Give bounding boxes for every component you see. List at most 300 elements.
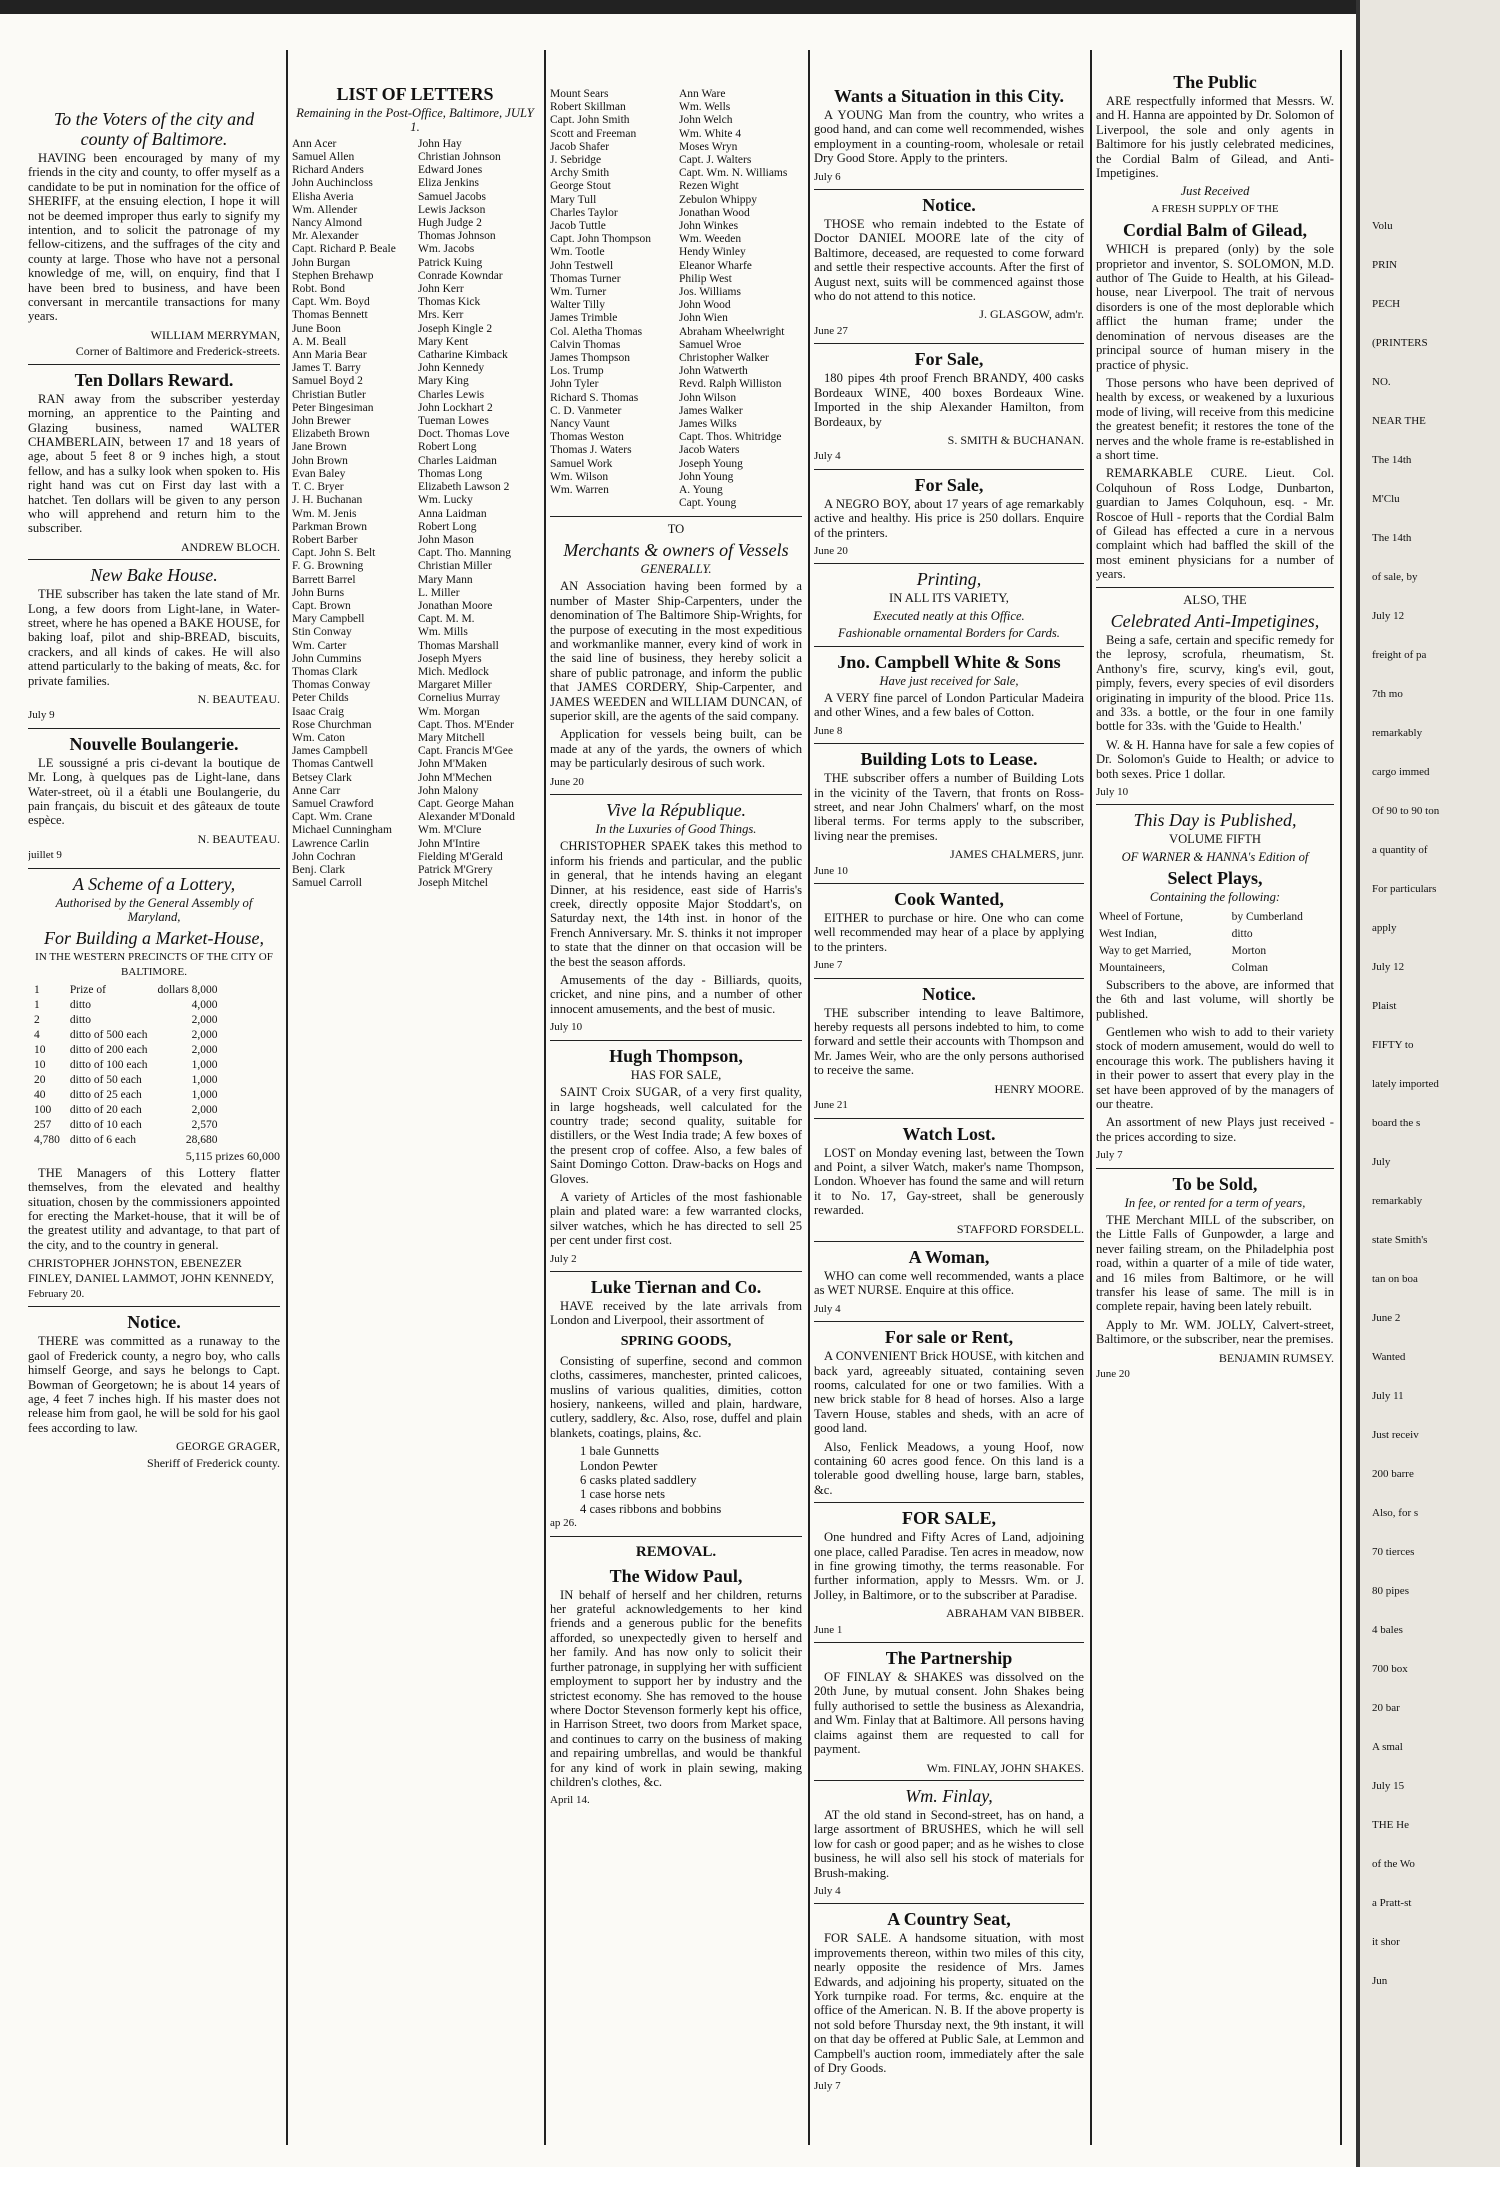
letter-entry: Capt. Richard P. Beale <box>292 243 396 256</box>
scrap-line: freight of pa <box>1372 649 1427 661</box>
separator <box>814 469 1084 470</box>
column-2 <box>292 80 538 2180</box>
luke-items-list <box>550 1444 802 1516</box>
letter-entry: Wm. Caton <box>292 731 346 744</box>
sold-date: June 20 <box>1096 1368 1130 1381</box>
lottery-row <box>30 1029 222 1042</box>
scrap-line: The 14th <box>1372 454 1412 466</box>
letter-entry: Michael Cunningham <box>292 824 392 837</box>
letter-entry: Richard S. Thomas <box>550 391 639 404</box>
letter-entry: Rezen Wight <box>679 180 739 193</box>
widow-date: April 14. <box>550 1794 590 1807</box>
published-text: Subscribers to the above, are informed that the 6th and last volume, will shortly be published. <box>1096 977 1334 1021</box>
letter-entry: Mrs. Kerr <box>418 309 464 322</box>
letter-entry: Christopher Walker <box>679 352 769 365</box>
letter-entry: A. M. Beall <box>292 335 347 348</box>
lottery-cell: dollars 8,000 <box>157 984 218 997</box>
vive-heading: Vive la République. <box>605 800 747 820</box>
letter-entry: Samuel Boyd 2 <box>292 375 363 388</box>
letter-entry: June Boon <box>292 322 341 335</box>
letter-entry: Joseph Kingle 2 <box>418 322 493 335</box>
lottery-location: IN THE WESTERN PRECINCTS OF THE CITY OF BALTIMORE. <box>35 951 273 978</box>
letter-entry: Elizabeth Brown <box>292 428 370 441</box>
letters-list-continued <box>550 88 802 511</box>
forsale3-text: One hundred and Fifty Acres of Land, adjoining one place, called Paradise. Ten acres in meadow, now in fine growing timothy, the terms reasonable. For further information, apply to Messrs. Wm. or J. Jolley, in Baltimore, or to the subscriber at Paradise. <box>814 1530 1084 1602</box>
letter-entry: L. Miller <box>418 586 460 599</box>
letter-entry: Moses Wryn <box>679 140 738 153</box>
merchants-text: AN Association having been formed by a number of Master Ship-Carpenters, under the denomination of The Baltimore Ship-Wrights, for the purpose of executing in the most expeditious and workmanlike manner, every kind of work in the said line of business, they hereby solicit a share of public patronage, and inform the public that JAMES CORDERY, Ship-Carpenter, and JAMES WEEDEN and WILLIAM DUNCAN, of superior skill, are the agents of the said company. <box>550 579 802 723</box>
letter-entry: Capt. M. M. <box>418 613 475 626</box>
separator <box>814 1780 1084 1781</box>
letter-entry: Thomas Cantwell <box>292 758 374 771</box>
notice1-heading: Notice. <box>922 195 976 216</box>
forsale1-signature: S. SMITH & BUCHANAN. <box>947 432 1084 447</box>
letter-entry: Capt. John S. Belt <box>292 547 376 560</box>
reward-text: RAN away from the subscriber yesterday morning, an apprentice to the Painting and Glazing business, named WALTER CHAMBERLAIN, between 17 and 18 years of age, about 5 feet 8 or 9 inches high, a stout fellow, and has a sulky look when spoken to. His right hand was cut on First day last with a hatchet. Ten dollars will be given to any person who will apprehend and return him to the subscriber. <box>28 391 280 536</box>
letter-entry: Jos. Williams <box>679 286 741 299</box>
letter-entry: Thomas Conway <box>292 679 371 692</box>
lottery-cell: 10 <box>34 1059 46 1072</box>
letter-entry: Mary King <box>418 375 469 388</box>
column-5 <box>1096 68 1334 2168</box>
lottery-row <box>30 984 222 997</box>
scrap-line: FIFTY to <box>1372 1039 1414 1051</box>
rent-text: A CONVENIENT Brick HOUSE, with kitchen and back yard, agreeably situated, containing seven rooms, calculated for one or two families. With a new brick stable for 8 head of horses. Also a large Tavern House, stables and sheds, with an acre of good land. <box>814 1349 1084 1436</box>
published-text-2: Gentlemen who wish to add to their variety stock of modern amusement, would do well to encourage this work. The publishers having it in their power to assert that every play in the set have been approved of by the managers of our theatre. <box>1096 1024 1334 1111</box>
letter-entry: John Watwerth <box>679 365 748 378</box>
letter-entry: Samuel Work <box>550 457 613 470</box>
situation-date: July 6 <box>814 170 841 183</box>
column-rule <box>1090 50 1092 2145</box>
bakehouse-date: July 9 <box>28 709 55 722</box>
letter-entry: Robert Skillman <box>550 101 626 114</box>
lottery-cell: 40 <box>34 1089 46 1102</box>
column-rule <box>1340 50 1342 2145</box>
scrap-line: Jun <box>1372 1975 1388 1987</box>
campbell-date: June 8 <box>814 724 843 737</box>
lottery-cell: Prize of <box>69 984 106 997</box>
scrap-line: 700 box <box>1372 1663 1408 1675</box>
letter-entry: Scott and Freeman <box>550 127 637 140</box>
scrap-line: PRIN <box>1372 259 1398 271</box>
woman-date: July 4 <box>814 1302 841 1315</box>
letter-entry: Thomas Bennett <box>292 309 368 322</box>
published-text-3: An assortment of new Plays just received - the prices according to size. <box>1096 1115 1334 1144</box>
separator <box>814 563 1084 564</box>
letter-entry: Doct. Thomas Love <box>418 428 510 441</box>
letter-entry: John Young <box>679 470 734 483</box>
scrap-line: Also, for s <box>1372 1507 1419 1519</box>
luke-goods: SPRING GOODS, <box>620 1333 732 1349</box>
separator <box>814 1241 1084 1242</box>
reward-heading: Ten Dollars Reward. <box>74 369 234 390</box>
letter-entry: Robt. Bond <box>292 283 346 296</box>
campbell-heading: Jno. Campbell White & Sons <box>837 651 1061 672</box>
notice-heading: Notice. <box>127 1312 181 1333</box>
letter-entry: Wm. Warren <box>550 484 609 497</box>
letter-entry: John Burns <box>292 586 345 599</box>
lottery-cell: ditto of 500 each <box>69 1029 148 1042</box>
letter-entry: Mary Mitchell <box>418 731 485 744</box>
letter-entry: James Thompson <box>550 352 630 365</box>
scrap-line: July 11 <box>1372 1390 1404 1402</box>
play-row <box>1098 961 1332 976</box>
letter-entry: Capt. J. Walters <box>679 154 752 167</box>
forsale3-date: June 1 <box>814 1623 843 1636</box>
situation-heading: Wants a Situation in this City. <box>833 86 1065 106</box>
letter-entry: Mr. Alexander <box>292 230 359 243</box>
scrap-line: A smal <box>1372 1741 1403 1753</box>
play-cell: ditto <box>1231 927 1253 940</box>
lots-heading: Building Lots to Lease. <box>860 749 1038 770</box>
letter-entry: Capt. George Mahan <box>418 797 514 810</box>
separator <box>814 646 1084 647</box>
letter-entry: Parkman Brown <box>292 520 368 533</box>
finlay-date: July 4 <box>814 1884 841 1897</box>
seat-text: FOR SALE. A handsome situation, with most improvements thereon, within two miles of this city, nearly opposite the residence of Mrs. James Edwards, and adjoining his property, situated on the York turnpike road. For terms, &c. enquire at the office of the American. N. B. If the above property is not sold before Thursday next, the 9th instant, it will on that day be offered at Public Sale, at Lemmon and Campbell's auction room, immediately after the sale of Dry Goods. <box>814 1931 1084 2075</box>
seat-heading: A Country Seat, <box>887 1909 1011 1930</box>
printing-text: Executed neatly at this Office. <box>873 608 1025 623</box>
letter-entry: Wm. M'Clure <box>418 824 482 837</box>
letter-entry: Mich. Medlock <box>418 665 489 678</box>
letter-entry: Jacob Shafer <box>550 140 610 153</box>
separator <box>28 728 280 729</box>
scrap-line: Volu <box>1372 220 1393 232</box>
lottery-cell: ditto of 20 each <box>69 1104 142 1117</box>
separator <box>814 189 1084 190</box>
lottery-cell: 1,000 <box>191 1089 218 1102</box>
letter-entry: Fielding M'Gerald <box>418 850 503 863</box>
letter-entry: Betsey Clark <box>292 771 352 784</box>
notice2-heading: Notice. <box>922 983 976 1004</box>
lottery-cell: 1 <box>34 999 40 1012</box>
public-heading-2: A FRESH SUPPLY OF THE <box>1151 202 1279 215</box>
lottery-cell: 10 <box>34 1044 46 1057</box>
scrap-line: cargo immed <box>1372 766 1430 778</box>
hugh-text-2: A variety of Articles of the most fashionable plain and plated ware: a few warranted clocks, silver watches, which he has directed to sell 25 per cent under first cost. <box>550 1189 802 1248</box>
luke-item: 4 cases ribbons and bobbins <box>580 1501 722 1516</box>
page-top-edge <box>0 0 1500 14</box>
letter-entry: John Tyler <box>550 378 599 391</box>
lottery-cell: 1,000 <box>191 1074 218 1087</box>
scrap-line: it shor <box>1372 1936 1400 1948</box>
lottery-row <box>30 1044 222 1057</box>
lottery-subheading: Authorised by the General Assembly of Maryland, <box>55 895 253 925</box>
separator <box>550 516 802 517</box>
letter-entry: Christian Johnson <box>418 151 501 164</box>
letter-entry: Peter Bingesiman <box>292 401 374 414</box>
letter-entry: Robert Long <box>418 520 477 533</box>
luke-text: HAVE received by the late arrivals from London and Liverpool, their assortment of <box>550 1298 802 1328</box>
forsale3-signature: ABRAHAM VAN BIBBER. <box>946 1606 1084 1621</box>
notice2-date: June 21 <box>814 1099 848 1112</box>
letter-entry: John Hay <box>418 137 462 150</box>
lottery-cell: 1,000 <box>191 1059 218 1072</box>
letter-entry: James Trimble <box>550 312 618 325</box>
merchants-heading: Merchants & owners of Vessels <box>563 539 789 560</box>
lottery-row <box>30 999 222 1012</box>
letter-entry: Capt. Thos. M'Ender <box>418 718 514 731</box>
letter-entry: Capt. Francis M'Gee <box>418 745 514 758</box>
letter-entry: Wm. Jacobs <box>418 243 475 256</box>
letter-entry: John Brown <box>292 454 348 467</box>
scrap-line: lately imported <box>1372 1078 1439 1090</box>
lottery-cell: ditto of 10 each <box>69 1119 142 1132</box>
notice-signature: GEORGE GRAGER, <box>176 1439 280 1454</box>
letter-entry: John Burgan <box>292 256 351 269</box>
letter-entry: John Cummins <box>292 652 362 665</box>
letter-entry: Capt. Young <box>679 497 737 510</box>
scrap-line: of the Wo <box>1372 1858 1415 1870</box>
bakehouse-text: THE subscriber has taken the late stand of Mr. Long, a few doors from Light-lane, in Water-street, where he has opened a BAKE HOUSE, for baking loaf, pilot and ship-BREAD, biscuits, crackers, and all kinds of cakes. He will also attend particularly to the baking of meats, &c. for private families. <box>28 587 280 688</box>
letter-entry: Patrick M'Grery <box>418 863 493 876</box>
notice2-signature: HENRY MOORE. <box>994 1081 1084 1096</box>
play-cell: Colman <box>1231 961 1269 974</box>
letter-entry: Wm. Mills <box>418 626 468 639</box>
letter-entry: Eleanor Wharfe <box>679 259 752 272</box>
column-rule <box>808 50 810 2145</box>
letter-entry: Hugh Judge 2 <box>418 217 482 230</box>
scrap-line: NEAR THE <box>1372 415 1426 427</box>
scrap-line: state Smith's <box>1372 1234 1428 1246</box>
letter-entry: John Mason <box>418 533 474 546</box>
vive-text-2: Amusements of the day - Billiards, quoits, cricket, and nine pins, and a number of other innocent amusements, and the best of music. <box>550 973 802 1016</box>
public-heading-3: Cordial Balm of Gilead, <box>1123 220 1307 241</box>
notice2-text: THE subscriber intending to leave Baltimore, hereby requests all persons indebted to him, to come forward and settle their accounts with Thompson and Mr. James Weir, who are the only persons authorised to receive the same. <box>814 1005 1084 1078</box>
forsale1-heading: For Sale, <box>914 349 984 370</box>
letter-entry: Tueman Lowes <box>418 415 489 428</box>
letter-entry: Wm. M. Jenis <box>292 507 357 520</box>
letter-entry: Thomas Kick <box>418 296 481 309</box>
scrap-line: For particulars <box>1372 883 1437 895</box>
letter-entry: Ann Ware <box>679 88 726 100</box>
letter-entry: Mary Tull <box>550 193 597 206</box>
removal-heading: REMOVAL. <box>635 1543 717 1560</box>
lottery-cell: 2,000 <box>191 1029 218 1042</box>
lottery-table <box>28 982 224 1149</box>
letter-entry: Archy Smith <box>550 167 610 180</box>
scrap-line: June 2 <box>1372 1312 1401 1324</box>
separator <box>28 559 280 560</box>
letter-entry: George Stout <box>550 180 611 193</box>
lottery-text: THE Managers of this Lottery flatter themselves, from the elevated and healthy situation, chosen by the commissioners appointed for erecting the Market-house, that it will be of the greatest utility and advantage, to that part of the city, and to the country in general. <box>28 1165 280 1252</box>
letter-entry: Charles Taylor <box>550 206 618 219</box>
column-3 <box>550 88 802 2188</box>
letter-entry: Eliza Jenkins <box>418 177 479 190</box>
letter-entry: John M'Intire <box>418 837 480 850</box>
letter-entry: James Campbell <box>292 745 368 758</box>
letter-entry: Abraham Wheelwright <box>679 325 785 338</box>
lots-text: THE subscriber offers a number of Building Lots in the vicinity of the Tavern, that fronts on Ross-street, and near John Chalmers' wharf, on the most liberal terms. For terms apply to the subscriber, living near the premises. <box>814 771 1084 843</box>
letter-entry: John Welch <box>679 114 733 127</box>
vive-subheading: In the Luxuries of Good Things. <box>595 822 757 836</box>
play-row <box>1098 927 1332 942</box>
lottery-cell: ditto of 6 each <box>69 1134 136 1147</box>
letter-entry: Charles Laidman <box>418 454 497 467</box>
lottery-heading-2: For Building a Market-House, <box>44 928 264 949</box>
scrap-line: board the s <box>1372 1117 1421 1129</box>
letter-entry: Lewis Jackson <box>418 203 486 216</box>
separator <box>814 1118 1084 1119</box>
letter-entry: Capt. Wm. Crane <box>292 811 373 824</box>
forsale2-date: June 20 <box>814 544 848 557</box>
published-subheading-2: OF WARNER & HANNA's Edition of <box>1121 849 1309 864</box>
letters-subheading: Remaining in the Post-Office, Baltimore, JULY 1. <box>296 106 534 135</box>
voters-signature: WILLIAM MERRYMAN, <box>150 327 280 342</box>
letter-entry: Christian Butler <box>292 388 366 401</box>
letter-entry: Thomas Marshall <box>418 639 499 652</box>
letter-entry: Patrick Kuing <box>418 256 483 269</box>
notice-signature-2: Sheriff of Frederick county. <box>147 1455 280 1470</box>
widow-text: IN behalf of herself and her children, returns her grateful acknowledgements to her kind friends and a generous public for the benefits afforded, so unexpectedly given to herself and her family. And has now only to solicit their further patronage, in supplying her with sufficient employment to support her by industry and the strictest economy. She has removed to the house where Doctor Stevenson formerly kept his office, in Harrison Street, two doors from Market space, and continues to carry on the business of making and repairing umbrellas, and would be thankful for any kind of work in plain sewing, making children's clothes, &c. <box>550 1587 802 1789</box>
lottery-row <box>30 1089 222 1102</box>
letter-entry: Richard Anders <box>292 164 364 177</box>
letter-entry: Robert Barber <box>292 533 358 546</box>
lottery-cell: ditto of 200 each <box>69 1044 148 1057</box>
letters-list <box>292 138 538 891</box>
scrap-text <box>1372 220 1492 2014</box>
play-row <box>1098 944 1332 959</box>
letter-entry: J. H. Buchanan <box>292 494 363 507</box>
letter-entry: Capt. Wm. N. Williams <box>679 167 788 180</box>
forsale1-text: 180 pipes 4th proof French BRANDY, 400 casks Bordeaux WINE, 400 boxes Bordeaux Wine. Imported in the ship Alexander Hamilton, from Bordeaux, by <box>814 371 1084 429</box>
notice1-text: THOSE who remain indebted to the Estate of Doctor DANIEL MOORE late of the city of Baltimore, deceased, are requested to come forward and settle their respective accounts. After the first of August next, suits will be commenced against those who do not attend to this notice. <box>814 217 1084 304</box>
lots-date: June 10 <box>814 864 848 877</box>
letter-entry: F. G. Browning <box>292 560 364 573</box>
lottery-cell: 2 <box>34 1014 40 1027</box>
notice1-date: June 27 <box>814 324 848 337</box>
published-date: July 7 <box>1096 1149 1123 1162</box>
lottery-managers: CHRISTOPHER JOHNSTON, EBENEZER FINLEY, DANIEL LAMMOT, JOHN KENNEDY, <box>28 1256 274 1285</box>
finlay-heading: Wm. Finlay, <box>905 1785 993 1806</box>
woman-text: WHO can come well recommended, wants a place as WET NURSE. Enquire at this office. <box>814 1268 1084 1298</box>
luke-item: London Pewter <box>580 1458 658 1473</box>
boulangerie-signature: N. BEAUTEAU. <box>197 831 280 846</box>
sold-subheading: In fee, or rented for a term of years, <box>1124 1195 1306 1210</box>
lottery-cell: ditto of 50 each <box>69 1074 142 1087</box>
luke-item: 1 case horse nets <box>580 1487 665 1502</box>
letter-entry: Jonathan Moore <box>418 599 493 612</box>
forsale1-date: July 4 <box>814 450 841 463</box>
letter-entry: Cornelius Murray <box>418 692 501 705</box>
letter-entry: Capt. Thos. Whitridge <box>679 431 782 444</box>
letter-entry: John Lockhart 2 <box>418 401 493 414</box>
scrap-line: THE He <box>1372 1819 1409 1831</box>
watch-text: LOST on Monday evening last, between the Town and Point, a silver Watch, maker's name Thompson, London. Whoever has found the same and will return it to No. 17, Gay-street, shall be generously rewarded. <box>814 1145 1084 1218</box>
public-text-2: WHICH is prepared (only) by the sole proprietor and inventor, S. SOLOMON, M.D. author of The Guide to Health, at his Gilead-house, near Liverpool. The trait of nervous disorders is one of the most deplorable which afflict the human frame; under the denomination of nervous diseases are the principal source of human misery in the practice of physic. <box>1096 242 1334 372</box>
letter-entry: Catharine Kimback <box>418 349 508 362</box>
letter-entry: John M'Maken <box>418 758 487 771</box>
forsale2-text: A NEGRO BOY, about 17 years of age remarkably active and healthy. His price is 250 dollars. Enquire of the printers. <box>814 496 1084 540</box>
letter-entry: Samuel Wroe <box>679 338 742 351</box>
lottery-row <box>30 1104 222 1117</box>
lottery-cell: 20 <box>34 1074 46 1087</box>
letter-entry: Nancy Vaunt <box>550 418 610 431</box>
watch-heading: Watch Lost. <box>902 1123 996 1144</box>
letter-entry: Ann Maria Bear <box>292 349 367 362</box>
letter-entry: Mary Campbell <box>292 613 365 626</box>
letter-entry: Stin Conway <box>292 626 352 639</box>
sold-heading: To be Sold, <box>1172 1173 1258 1194</box>
seat-date: July 7 <box>814 2080 841 2093</box>
luke-date: ap 26. <box>550 1517 577 1530</box>
separator <box>814 343 1084 344</box>
lottery-cell: 4 <box>34 1029 40 1042</box>
lottery-heading: A Scheme of a Lottery, <box>72 873 236 894</box>
separator <box>1096 1168 1334 1169</box>
letter-entry: J. Sebridge <box>550 154 602 167</box>
letter-entry: Benj. Clark <box>292 863 346 876</box>
letter-entry: John Brewer <box>292 415 351 428</box>
cook-heading: Cook Wanted, <box>894 889 1004 910</box>
letter-entry: Wm. Weeden <box>679 233 742 246</box>
luke-item: 6 casks plated saddlery <box>580 1473 697 1488</box>
merchants-to: TO <box>667 521 685 536</box>
finlay-text: AT the old stand in Second-street, has on hand, a large assortment of BRUSHES, which he will sell low for cash or good paper; and as he wishes to close business, he will also sell his stock of materials for Brush-making. <box>814 1807 1084 1880</box>
rent-heading: For sale or Rent, <box>884 1327 1014 1348</box>
letter-entry: Wm. Allender <box>292 203 358 216</box>
letter-entry: Christian Miller <box>418 560 492 573</box>
scrap-line: 7th mo <box>1372 688 1403 700</box>
lottery-cell: 100 <box>34 1104 52 1117</box>
plays-table <box>1096 908 1334 978</box>
merchants-text-2: Application for vessels being built, can be made at any of the yards, the owners of which may be particularly desirous of such work. <box>550 727 802 771</box>
printing-text-2: Fashionable ornamental Borders for Cards. <box>838 626 1060 641</box>
letter-entry: Mary Mann <box>418 573 473 586</box>
notice1-signature: J. GLASGOW, adm'r. <box>979 307 1084 322</box>
letter-entry: John Wood <box>679 299 731 312</box>
lottery-row <box>30 1119 222 1132</box>
voters-address: Corner of Baltimore and Frederick-streets. <box>75 344 280 359</box>
letter-entry: James Walker <box>679 404 743 417</box>
vive-text: CHRISTOPHER SPAEK takes this method to inform his friends and particular, and the public in general, that he intends having an elegant Dinner, at his residence, east side of Harris's creek, directly opposite Major Stoddart's, on Saturday next, the 14th inst. in honor of the French Anniversary. Mr. S. thinks it not improper to state that the dinner on that occasion will be the best the season affords. <box>550 839 802 969</box>
letter-entry: Capt. Tho. Manning <box>418 547 512 560</box>
letter-entry: Thomas Clark <box>292 665 358 678</box>
letter-entry: Capt. Wm. Boyd <box>292 296 370 309</box>
reward-signature: ANDREW BLOCH. <box>180 539 280 554</box>
campbell-subheading: Have just received for Sale, <box>879 673 1019 688</box>
separator <box>814 1502 1084 1503</box>
letter-entry: Thomas Long <box>418 467 483 480</box>
hugh-text: SAINT Croix SUGAR, of a very first quality, in large hogsheads, well calculated for the country trade; second quality, suitable for distillers, or the West India trade; A few boxes of the present crop of coffee. Also, a few bales of Saint Domingo Cotton. Draw-backs on Hogs and Gloves. <box>550 1085 802 1186</box>
lottery-total: 5,115 prizes 60,000 <box>185 1149 280 1164</box>
column-rule <box>286 50 288 2145</box>
luke-item: 1 bale Gunnetts <box>580 1444 660 1459</box>
letter-entry: Joseph Young <box>679 457 743 470</box>
partnership-signature: Wm. FINLAY, JOHN SHAKES. <box>926 1760 1084 1775</box>
letter-entry: John M'Mechen <box>418 771 492 784</box>
public-text-4: REMARKABLE CURE. Lieut. Col. Colquhoun of Ross Lodge, Dunbarton, guardian to James Colquhoun, esq. - Mr. Roscoe of Hull - reports that the Cordial Balm of Gilead has effected a cure in a nervous complaint which had baffled the skill of the most eminent physicians for a number of years. <box>1096 466 1334 582</box>
letter-entry: Jacob Waters <box>679 444 740 457</box>
merchants-subheading: GENERALLY. <box>640 561 712 576</box>
play-cell: by Cumberland <box>1231 910 1303 923</box>
sold-text-2: Apply to Mr. WM. JOLLY, Calvert-street, Baltimore, or the subscriber, near the premises. <box>1096 1317 1334 1347</box>
letter-entry: Samuel Carroll <box>292 877 362 890</box>
lottery-date: February 20. <box>28 1287 85 1300</box>
partnership-heading: The Partnership <box>885 1648 1013 1669</box>
letter-entry: Wm. Lucky <box>418 494 473 507</box>
letter-entry: Capt. John Smith <box>550 114 630 127</box>
scrap-line: Wanted <box>1372 1351 1406 1363</box>
letter-entry: Robert Long <box>418 441 477 454</box>
anti-subheading: ALSO, THE <box>1183 592 1247 607</box>
letter-entry: John Auchincloss <box>292 177 373 190</box>
separator <box>550 1536 802 1537</box>
scrap-line: of sale, by <box>1372 571 1418 583</box>
scrap-line: remarkably <box>1372 1195 1423 1207</box>
hugh-heading: Hugh Thompson, <box>609 1045 743 1066</box>
letter-entry: Wm. Carter <box>292 639 347 652</box>
